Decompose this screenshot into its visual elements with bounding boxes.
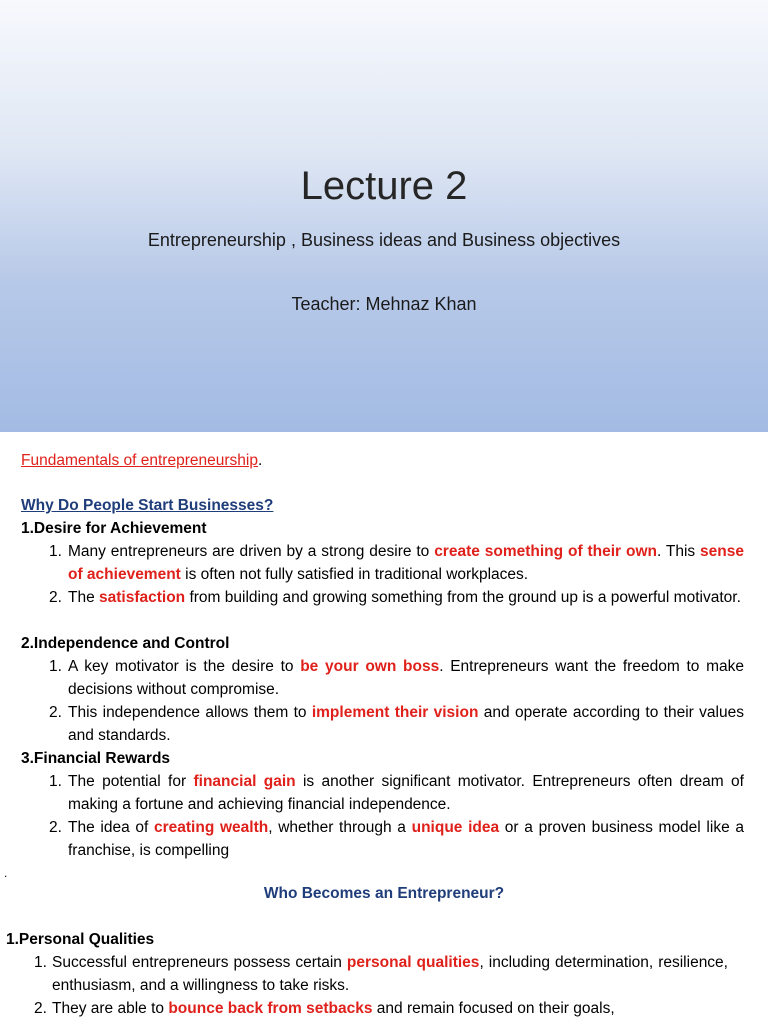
- list-item: Many entrepreneurs are driven by a strong desire to create something of their own. This sense of achievement is often not fully satisfied in traditional workplaces.: [68, 543, 744, 583]
- teacher-name: Teacher: Mehnaz Khan: [291, 294, 477, 314]
- who-heading: Who Becomes an Entrepreneur?: [263, 885, 505, 902]
- lecture-title: Lecture 2: [300, 164, 468, 208]
- section-title: 2.Independence and Control: [21, 635, 230, 652]
- section-title: 1.Personal Qualities: [6, 931, 155, 948]
- list-item: This independence allows them to implement their vision and operate according to their values and standards.: [68, 704, 744, 744]
- list-item: They are able to bounce back from setbacks and remain focused on their goals,: [52, 1000, 615, 1017]
- why-heading: Why Do People Start Businesses?: [21, 497, 274, 514]
- list-item: Successful entrepreneurs possess certain personal qualities, including determination, resilience, enthusiasm, and a willingness to take risks.: [52, 954, 728, 994]
- lecture-subtitle: Entrepreneurship , Business ideas and Business objectives: [147, 230, 621, 250]
- list-item: The potential for financial gain is another significant motivator. Entrepreneurs often dream of making a fortune and achieving financial independence.: [68, 773, 744, 813]
- list-item: The satisfaction from building and growing something from the ground up is a powerful motivator.: [68, 589, 741, 606]
- list-item: A key motivator is the desire to be your own boss. Entrepreneurs want the freedom to make decisions without compromise.: [68, 658, 744, 698]
- section-title: 1.Desire for Achievement: [21, 520, 207, 537]
- title-slide: [0, 0, 768, 432]
- fundamentals-heading: Fundamentals of entrepreneurship.: [21, 452, 263, 469]
- list-number: 1.: [49, 773, 62, 790]
- stray-dot: .: [4, 866, 8, 880]
- list-number: 1.: [49, 543, 62, 560]
- list-number: 2.: [49, 589, 62, 606]
- list-number: 2.: [34, 1000, 47, 1017]
- list-number: 1.: [49, 658, 62, 675]
- list-number: 2.: [49, 704, 62, 721]
- list-number: 1.: [34, 954, 47, 971]
- list-item: The idea of creating wealth, whether through a unique idea or a proven business model like a franchise, is compelling: [68, 819, 744, 859]
- section-title: 3.Financial Rewards: [21, 750, 171, 767]
- list-number: 2.: [49, 819, 62, 836]
